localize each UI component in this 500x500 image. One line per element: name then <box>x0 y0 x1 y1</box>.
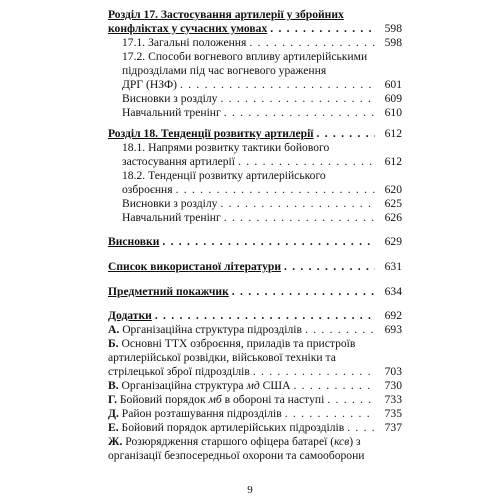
appendix-b-line1 <box>108 337 355 351</box>
s18-conclusions-page: 625 <box>384 197 402 210</box>
toc-conclusions <box>108 235 402 249</box>
appendix-v-text-1: Організаційна структура <box>121 379 244 392</box>
s17-item2-text-1: 17.2. Способи вогневого впливу артилерійськими <box>122 50 368 63</box>
appendix-d-letter: Д. <box>108 407 119 420</box>
leader-dots <box>180 78 375 92</box>
leader-dots <box>327 393 375 407</box>
appendix-zh-line2 <box>108 449 365 463</box>
appendices-page: 692 <box>384 309 402 322</box>
appendix-b-text-2: артилерійської розвідки, військової техніки та <box>108 351 336 364</box>
appendix-d-text: Район розташування підрозділів <box>121 407 282 420</box>
toc-appendices <box>108 309 402 323</box>
leader-dots <box>270 22 375 36</box>
references-page: 631 <box>384 260 402 273</box>
s18-item1-page: 612 <box>384 155 402 168</box>
leader-dots <box>305 323 375 337</box>
leader-dots <box>224 106 375 120</box>
appendix-g <box>108 393 402 407</box>
s18-item2-text-1: 18.2. Тенденції розвитку артилерійського <box>122 169 326 182</box>
conclusions-page: 629 <box>384 235 402 248</box>
s18-item2-line2 <box>122 183 402 197</box>
s17-training <box>122 106 402 120</box>
leader-dots <box>162 235 375 249</box>
leader-dots <box>238 155 375 169</box>
appendix-a-text: Організаційна структура підрозділів <box>122 323 303 336</box>
leader-dots <box>293 379 375 393</box>
leader-dots <box>249 36 375 50</box>
appendix-a-letter: А. <box>108 323 120 336</box>
s18-training <box>122 211 402 225</box>
s18-item1-text-2: застосування артилерії <box>122 155 235 168</box>
s17-item1-label: 17.1. Загальні положення <box>122 36 247 49</box>
index-label: Предметний покажчик <box>108 285 229 298</box>
appendix-v-page: 730 <box>384 379 402 392</box>
appendix-zh-text-1b: ) з <box>349 435 361 448</box>
toc-references <box>108 260 402 274</box>
appendix-g-letter: Г. <box>108 393 117 406</box>
appendices-label: Додатки <box>108 309 152 322</box>
s17-training-page: 610 <box>384 106 402 119</box>
s17-item2-line2 <box>122 64 326 78</box>
s17-title-line2 <box>108 22 402 36</box>
s18-item1-text-1: 18.1. Напрями розвитку тактики бойового <box>122 141 330 154</box>
s18-training-label: Навчальний тренінг <box>122 211 221 224</box>
references-label: Список використаної літератури <box>108 260 282 273</box>
leader-dots <box>347 421 375 435</box>
leader-dots <box>232 285 375 299</box>
s17-item1 <box>122 36 402 50</box>
appendix-zh-text-2: організації безпосередньої охорони та самооборони <box>108 449 365 462</box>
appendix-b-text-1: Основні ТТХ озброєння, приладів та пристроїв <box>121 337 356 350</box>
appendix-b-line3 <box>108 365 402 379</box>
s18-item1-line2 <box>122 155 402 169</box>
appendix-v-text-2: США <box>262 379 291 392</box>
s17-item1-page: 598 <box>384 36 402 49</box>
s18-title <box>108 127 402 141</box>
s17-conclusions-page: 609 <box>384 92 402 105</box>
s17-title-line1 <box>108 8 344 22</box>
leader-dots <box>220 92 375 106</box>
index-page: 634 <box>384 285 402 298</box>
leader-dots <box>176 183 375 197</box>
s17-item2-text-2: підрозділами під час вогневого ураження <box>122 64 327 77</box>
s18-item2-text-2: озброєння <box>122 183 173 196</box>
appendix-d <box>108 407 402 421</box>
leader-dots <box>155 309 375 323</box>
appendix-zh-text-1a: Розюрядження старшого офіцера батареї ( <box>125 435 335 448</box>
s17-title-text-2: конфліктах у сучасних умовах <box>108 22 268 35</box>
leader-dots <box>285 407 375 421</box>
leader-dots <box>224 211 375 225</box>
s17-item2-page: 601 <box>384 78 402 91</box>
s18-training-page: 626 <box>384 211 402 224</box>
leader-dots <box>253 365 375 379</box>
appendix-a <box>108 323 402 337</box>
s17-item2-text-3: ДРГ (НЗФ) <box>122 78 178 91</box>
appendix-d-page: 735 <box>384 407 402 420</box>
s17-page: 598 <box>384 22 402 35</box>
appendix-ye-letter: Е. <box>108 421 119 434</box>
leader-dots <box>220 197 375 211</box>
appendix-ye <box>108 421 402 435</box>
appendix-v <box>108 379 402 393</box>
appendix-v-abbr: мд <box>246 379 260 392</box>
toc-index <box>108 285 402 299</box>
appendix-ye-text: Бойовий порядок артилерійських підрозділів <box>121 421 345 434</box>
appendix-g-text-1: Бойовий порядок <box>119 393 206 406</box>
s17-item2-line1 <box>122 50 367 64</box>
appendix-v-letter: В. <box>108 379 119 392</box>
leader-dots <box>317 127 375 141</box>
s18-page: 612 <box>384 127 402 140</box>
conclusions-label: Висновки <box>108 235 160 248</box>
appendix-b-letter: Б. <box>108 337 119 350</box>
appendix-g-page: 733 <box>384 393 402 406</box>
appendix-zh-line1 <box>108 435 361 449</box>
s17-title-text-1: Розділ 17. Застосування артилерії у збройних <box>108 8 344 21</box>
appendix-g-abbr: мб <box>208 393 222 406</box>
s17-conclusions-label: Висновки з розділу <box>122 92 218 105</box>
appendix-ye-page: 737 <box>384 421 402 434</box>
appendix-zh-letter: Ж. <box>108 435 123 448</box>
appendix-b-line2 <box>108 351 336 365</box>
leader-dots <box>284 260 375 274</box>
appendix-g-text-2: в обороні та наступі <box>224 393 325 406</box>
s17-conclusions <box>122 92 402 106</box>
s18-item1-line1 <box>122 141 329 155</box>
s17-training-label: Навчальний тренінг <box>122 106 221 119</box>
appendix-b-text-3: стрілецької зброї підрозділів <box>108 365 250 378</box>
appendix-a-page: 693 <box>384 323 402 336</box>
appendix-b-page: 703 <box>384 365 402 378</box>
s18-item2-line1 <box>122 169 326 183</box>
s18-item2-page: 620 <box>384 183 402 196</box>
appendix-zh-abbr: ксв <box>334 435 350 448</box>
s18-conclusions-label: Висновки з розділу <box>122 197 218 210</box>
s18-conclusions <box>122 197 402 211</box>
page-number: 9 <box>247 484 253 496</box>
s17-item2-line3 <box>122 78 402 92</box>
s18-title-text: Розділ 18. Тенденції розвитку артилерії <box>108 127 314 140</box>
